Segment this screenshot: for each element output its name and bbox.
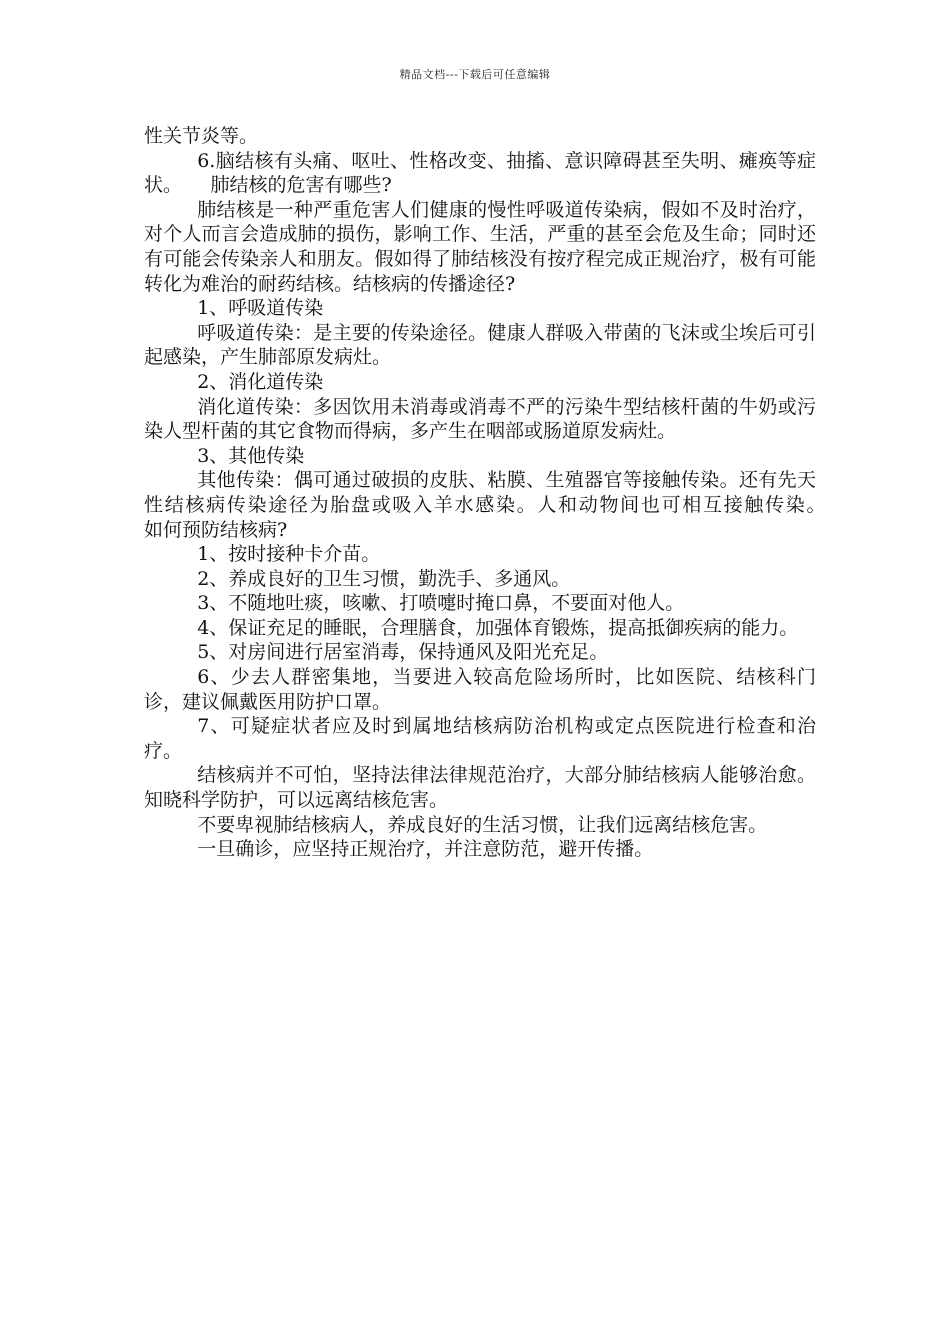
paragraph: 不要卑视肺结核病人，养成良好的生活习惯，让我们远离结核危害。 <box>197 813 768 836</box>
list-item: 4、保证充足的睡眠，合理膳食，加强体育锻炼，提高抵御疾病的能力。 <box>197 616 799 639</box>
list-item: 6、少去人群密集地，当要进入较高危险场所时，比如医院、结核科门诊，建议佩戴医用防护口罩。 <box>144 666 816 713</box>
paragraph: 其他传染：偶可通过破损的皮肤、粘膜、生殖器官等接触传染。还有先天性结核病传染途径为胎盘或吸入羊水感染。人和动物间也可相互接触传染。 如何预防结核病? <box>144 469 855 541</box>
section-heading: 3、其他传染 <box>197 444 305 467</box>
paragraph: 呼吸道传染：是主要的传染途径。健康人群吸入带菌的飞沫或尘埃后可引起感染，产生肺部原发病灶。 <box>144 321 816 369</box>
paragraph: 性关节炎等。 <box>144 125 259 147</box>
list-item: 3、不随地吐痰，咳嗽、打喷嚏时掩口鼻，不要面对他人。 <box>197 592 685 615</box>
document-body <box>144 124 855 862</box>
section-heading: 1、呼吸道传染 <box>197 297 324 320</box>
section-heading: 2、消化道传染 <box>197 370 324 393</box>
list-item: 2、养成良好的卫生习惯，勤洗手、多通风。 <box>197 567 571 590</box>
paragraph: 结核病并不可怕，坚持法律法律规范治疗，大部分肺结核病人能够治愈。知晓科学防护，可以远离结核危害。 <box>144 764 816 812</box>
paragraph: 6.脑结核有头痛、呕吐、性格改变、抽搐、意识障碍甚至失明、瘫痪等症状。 肺结核的危害有哪些? <box>144 149 816 197</box>
paragraph: 消化道传染：多因饮用未消毒或消毒不严的污染牛型结核杆菌的牛奶或污染人型杆菌的其它食物而得病，多产生在咽部或肠道原发病灶。 <box>144 395 816 443</box>
list-item: 1、按时接种卡介苗。 <box>197 543 381 566</box>
paragraph: 一旦确诊，应坚持正规治疗，并注意防范，避开传播。 <box>197 838 654 861</box>
paragraph: 肺结核是一种严重危害人们健康的慢性呼吸道传染病，假如不及时治疗，对个人而言会造成肺的损伤，影响工作、生活，严重的甚至会危及生命；同时还有可能会传染亲人和朋友。假如得了肺结核没有按疗程完成正规治疗，极有可能转化为难治的耐药结核。结核病的传播途径? <box>144 198 816 295</box>
page-header: 精品文档---下载后可任意编辑 <box>399 68 551 81</box>
list-item: 5、对房间进行居室消毒，保持通风及阳光充足。 <box>197 641 609 664</box>
list-item: 7、可疑症状者应及时到属地结核病防治机构或定点医院进行检查和治疗。 <box>144 715 816 762</box>
